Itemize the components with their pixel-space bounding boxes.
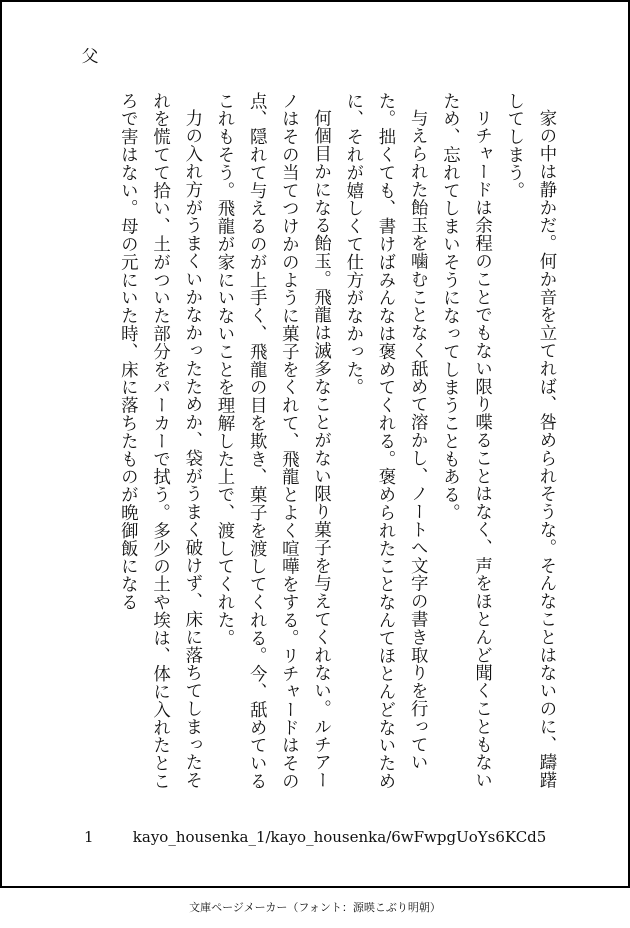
body-text (111, 92, 562, 798)
paragraph: 家の中は静かだ。何か音を立てれば、咎められそうな。そんなことはないのに、躊躇してしまう。 (503, 92, 556, 790)
paragraph: 何個目かになる飴玉。飛龍は滅多なことがない限り菓子を与えてくれない。ルチアーノはその当てつけかのように菓子をくれて、飛龍とよく喧嘩をする。リチャードはその点、隠れて与えるのが上手く、飛龍の目を欺き、菓子を渡してくれる。今、舐めているこれもそう。飛龍が家にいないことを理解した上で、渡してくれた。 (213, 92, 331, 791)
paragraph: 与えられた飴玉を噛むことなく舐めて溶かし、ノートへ文字の書き取りを行っていた。拙くても、書けばみんなは褒めてくれる。褒められたことなんてほとんどないために、それが嬉しくて仕方がなかった。 (342, 92, 428, 791)
paragraph: 力の入れ方がうまくいかなかったためか、袋がうまく破けず、床に落ちてしまったそれを慌てて拾い、土がついた部分をパーカーで拭う。多少の土や埃は、体に入れたところで害はない。母の元にいた時、床に落ちたものが晩御飯になる (117, 92, 202, 791)
page-number: 1 (84, 828, 94, 846)
paragraph: リチャードは余程のことでもない限り喋ることはなく、声をほとんど聞くこともないため、忘れてしまいそうになってしまうこともある。 (439, 92, 492, 790)
generator-caption: 文庫ページメーカー（フォント：源暎こぶり明朝） (189, 901, 441, 914)
source-path: kayo_housenka_1/kayo_housenka/6wFwpgUoYs6KCd5 (132, 828, 547, 846)
page-footer (84, 828, 546, 846)
chapter-title: 父 (81, 47, 99, 67)
